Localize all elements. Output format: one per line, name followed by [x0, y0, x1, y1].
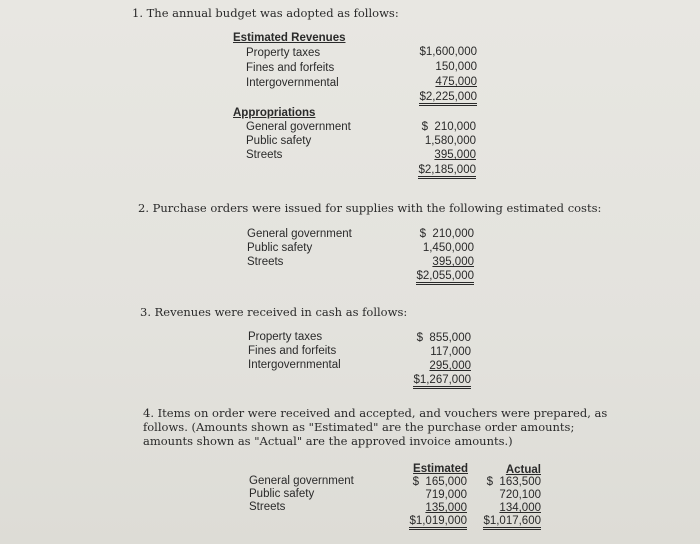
revenue-amount: $1,600,000	[419, 46, 477, 58]
cash-revenue-label: Intergovernmental	[248, 359, 341, 371]
estimated-amount: $ 165,000	[412, 476, 467, 488]
appropriation-amount: 1,580,000	[424, 135, 476, 147]
cash-revenue-total: $1,267,000	[413, 374, 471, 389]
appropriation-amount: $ 210,000	[421, 121, 476, 133]
voucher-label: Streets	[249, 501, 286, 513]
po-label: Streets	[247, 256, 284, 268]
revenue-amount: 150,000	[435, 61, 477, 73]
estimated-revenues-title: Estimated Revenues	[233, 32, 346, 44]
cash-revenue-label: Fines and forfeits	[248, 345, 337, 357]
revenue-amount: 475,000	[435, 76, 477, 88]
appropriation-total: $2,185,000	[418, 164, 476, 179]
actual-amount: 134,000	[499, 502, 541, 514]
cash-revenue-label: Property taxes	[248, 331, 323, 343]
estimated-amount: 135,000	[425, 502, 467, 514]
section1-heading: 1. The annual budget was adopted as follows:	[132, 6, 399, 20]
po-total: $2,055,000	[416, 270, 474, 285]
po-amount: 395,000	[432, 256, 474, 268]
po-amount: $ 210,000	[419, 228, 474, 240]
col-estimated-header: Estimated	[413, 463, 468, 475]
col-actual-header: Actual	[505, 464, 541, 476]
revenue-label: Fines and forfeits	[246, 62, 335, 74]
voucher-label: General government	[249, 475, 354, 487]
appropriation-label: General government	[246, 121, 351, 133]
actual-amount: $ 163,500	[486, 476, 541, 488]
cash-revenue-amount: 117,000	[430, 346, 471, 358]
section2-heading: 2. Purchase orders were issued for supplies with the following estimated costs:	[138, 201, 602, 215]
po-label: Public safety	[247, 242, 313, 254]
po-label: General government	[247, 228, 352, 240]
estimated-amount: 719,000	[425, 489, 467, 501]
estimated-total: $1,019,000	[409, 515, 467, 530]
revenue-label: Property taxes	[246, 47, 321, 59]
voucher-label: Public safety	[249, 488, 315, 500]
revenue-label: Intergovernmental	[246, 77, 339, 89]
appropriation-label: Streets	[246, 149, 283, 161]
revenue-total: $2,225,000	[419, 91, 477, 106]
cash-revenue-amount: $ 855,000	[416, 332, 471, 344]
section3-heading: 3. Revenues were received in cash as follows:	[140, 305, 408, 319]
actual-total: $1,017,600	[483, 515, 541, 530]
appropriations-title: Appropriations	[233, 107, 316, 119]
section4-heading: 4. Items on order were received and accepted, and vouchers were prepared, as follows. (Amounts shown as "Estimated" are the purchase order amounts; amounts shown as "Actual" are the approved invoice amounts.)	[143, 406, 608, 448]
po-amount: 1,450,000	[422, 242, 474, 254]
appropriation-amount: 395,000	[434, 149, 476, 161]
appropriation-label: Public safety	[246, 135, 312, 147]
actual-amount: 720,100	[499, 489, 541, 501]
cash-revenue-amount: 295,000	[429, 360, 471, 372]
